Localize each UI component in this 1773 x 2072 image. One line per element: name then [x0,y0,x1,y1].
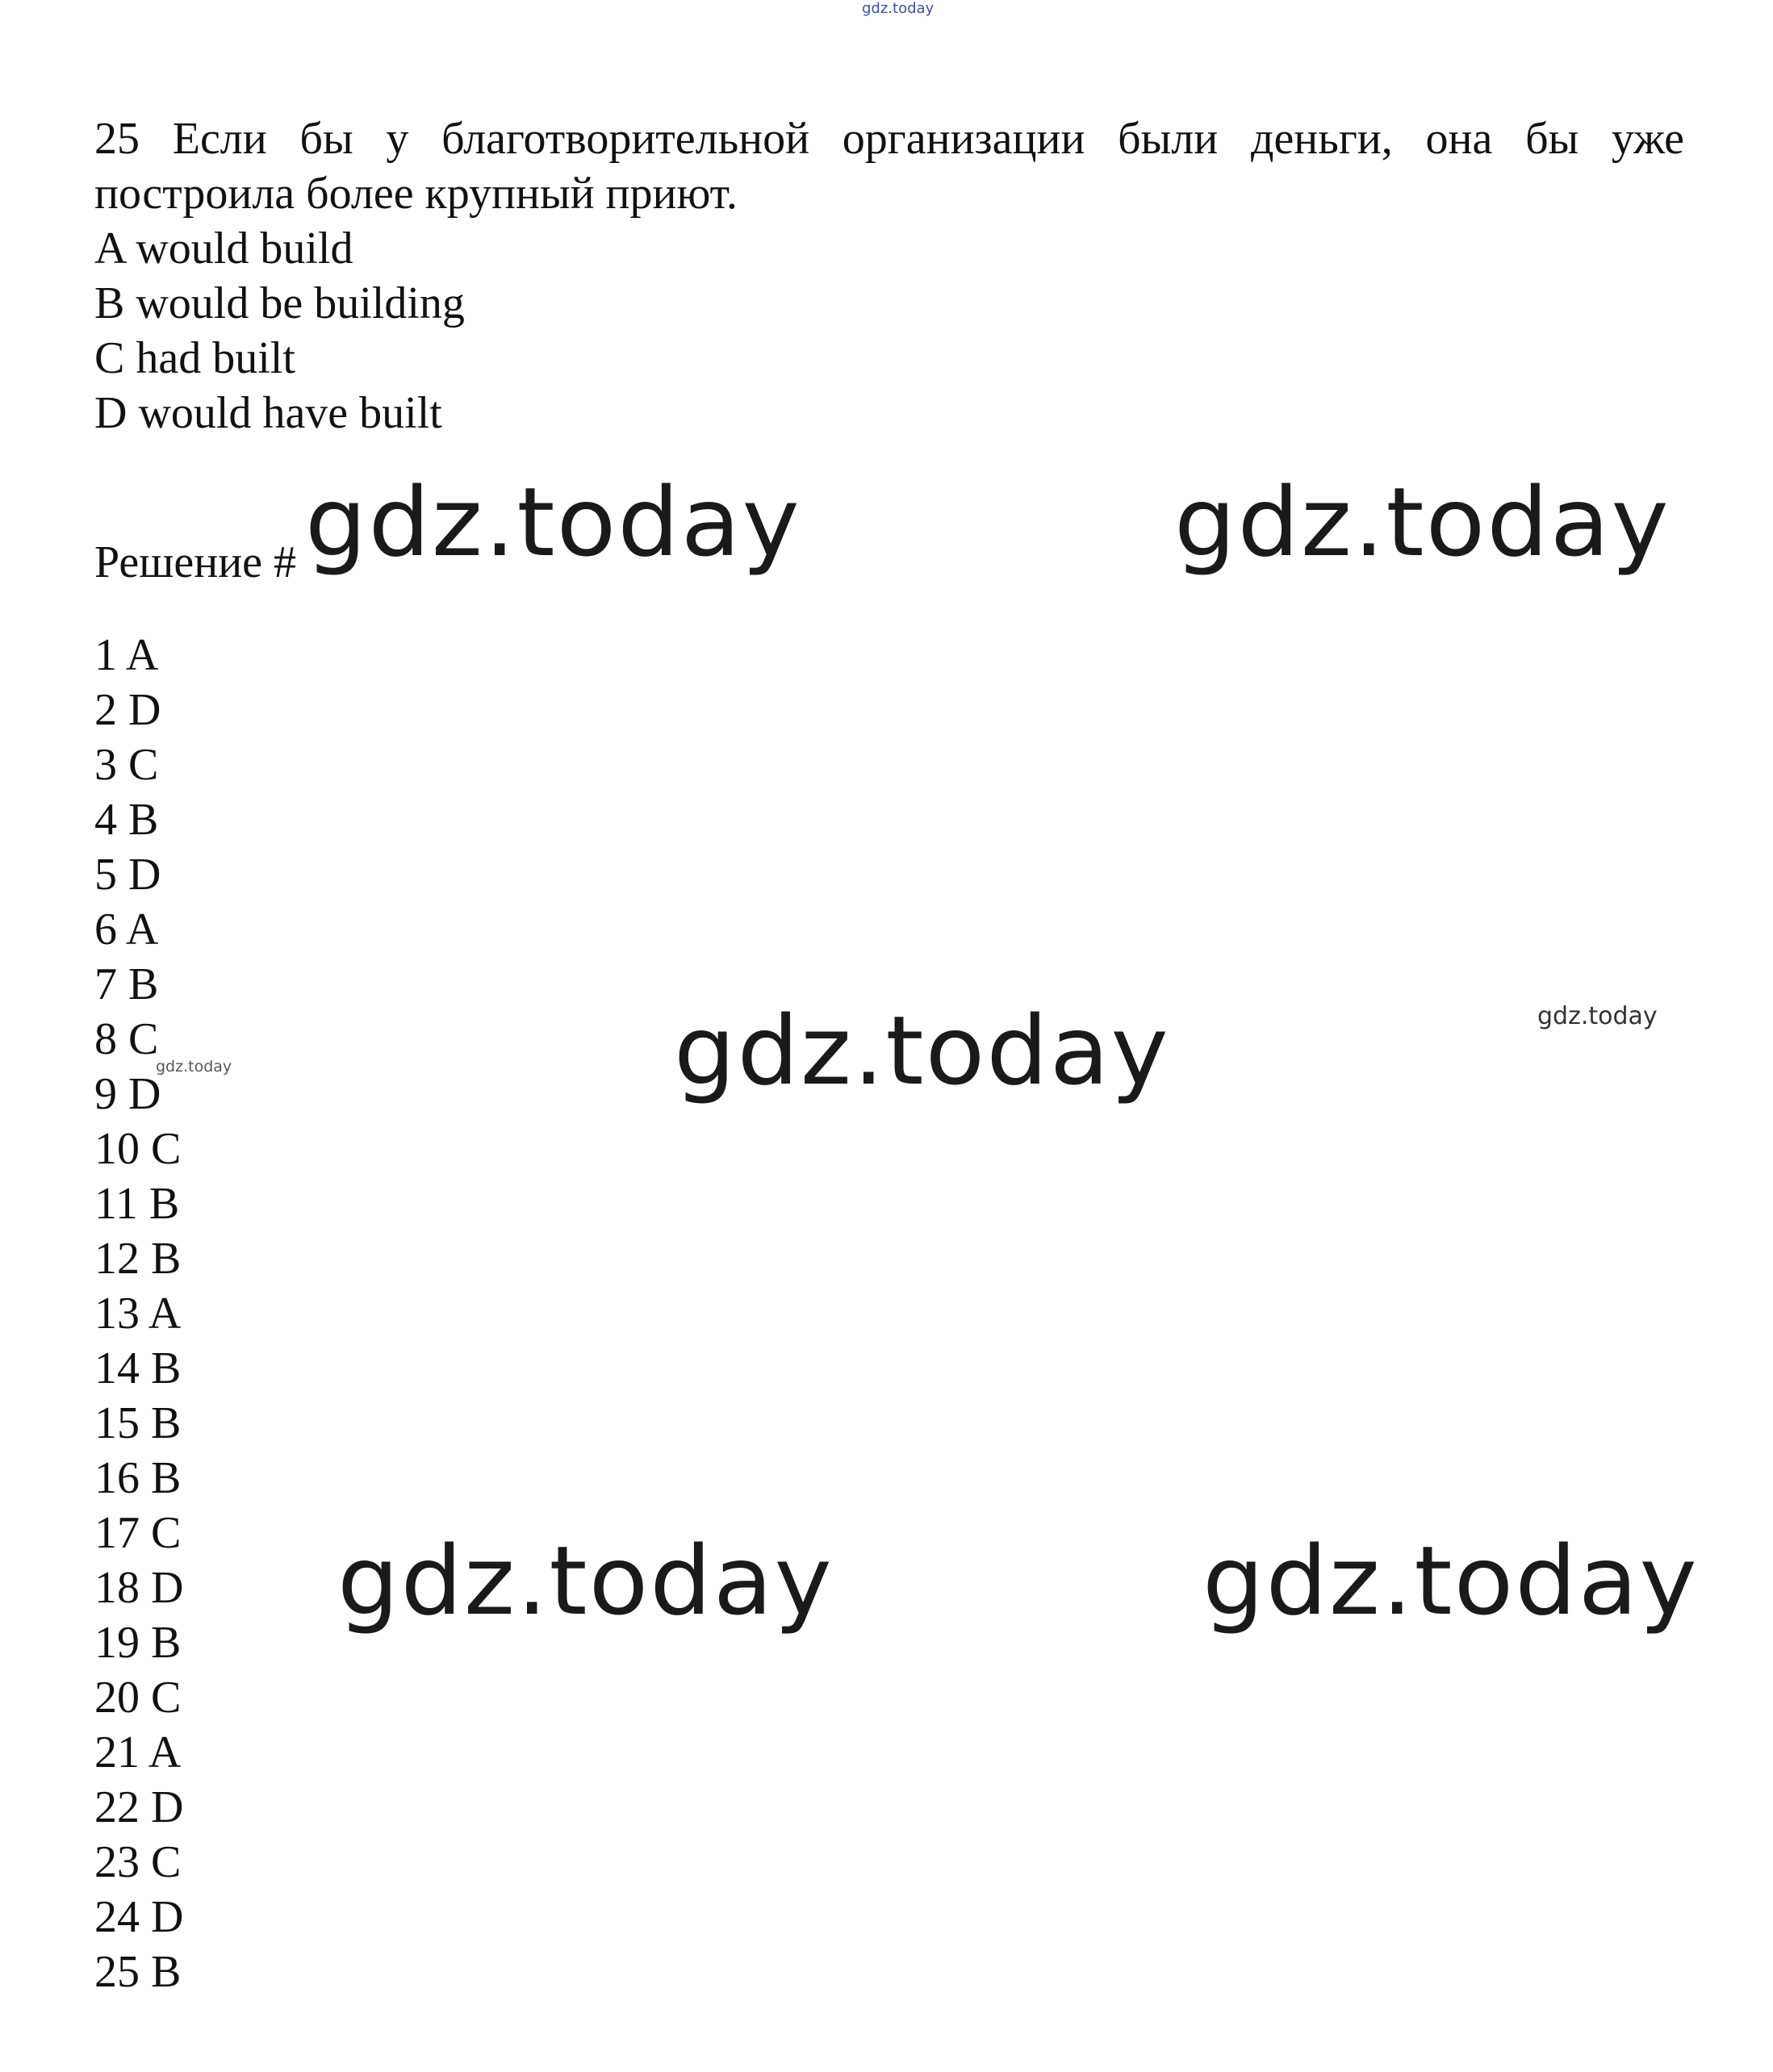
answer-item: 1 A [94,630,159,680]
answer-item: 19 B [94,1618,182,1668]
watermark-big: gdz.today [674,995,1170,1106]
answer-item: 17 C [94,1508,182,1558]
watermark-big: gdz.today [337,1525,834,1636]
watermark-tiny: gdz.today [156,1058,232,1076]
answer-item: 10 C [94,1124,182,1174]
question-block [94,111,1684,221]
answers-list [94,628,183,1999]
answer-item: 22 D [94,1782,184,1832]
answer-item: 25 B [94,1947,182,1997]
answer-item: 16 B [94,1453,182,1503]
option-d: D would have built [94,388,442,438]
watermark-big: gdz.today [1174,466,1671,578]
answer-item: 20 C [94,1673,182,1723]
answer-item: 23 C [94,1837,182,1887]
answer-item: 9 D [94,1069,161,1119]
answer-item: 24 D [94,1892,184,1942]
option-a: A would build [94,223,353,274]
answer-item: 3 C [94,740,159,790]
answer-item: 21 A [94,1727,182,1777]
answer-item: 4 B [94,795,159,845]
answer-item: 8 C [94,1014,159,1064]
answer-item: 15 B [94,1398,182,1448]
answer-item: 5 D [94,850,161,900]
answer-item: 13 A [94,1289,182,1339]
answer-item: 18 D [94,1563,184,1613]
option-c: C had built [94,333,295,383]
watermark-big: gdz.today [305,466,801,578]
answer-item: 11 B [94,1179,180,1229]
question-text-line1: 25 Если бы у благотворительной организации были деньги, она бы уже [94,114,1684,164]
top-watermark: gdz.today [862,0,935,17]
answer-item: 12 B [94,1234,182,1284]
watermark-small: gdz.today [1537,1002,1658,1030]
solution-heading: Решение # [94,537,297,587]
answer-item: 6 A [94,904,159,955]
answer-item: 14 B [94,1343,182,1393]
answer-item: 7 B [94,959,159,1009]
answer-item: 2 D [94,685,161,735]
option-b: B would be building [94,278,465,328]
watermark-big: gdz.today [1202,1525,1699,1636]
question-text-line2: построила более крупный приют. [94,169,738,219]
